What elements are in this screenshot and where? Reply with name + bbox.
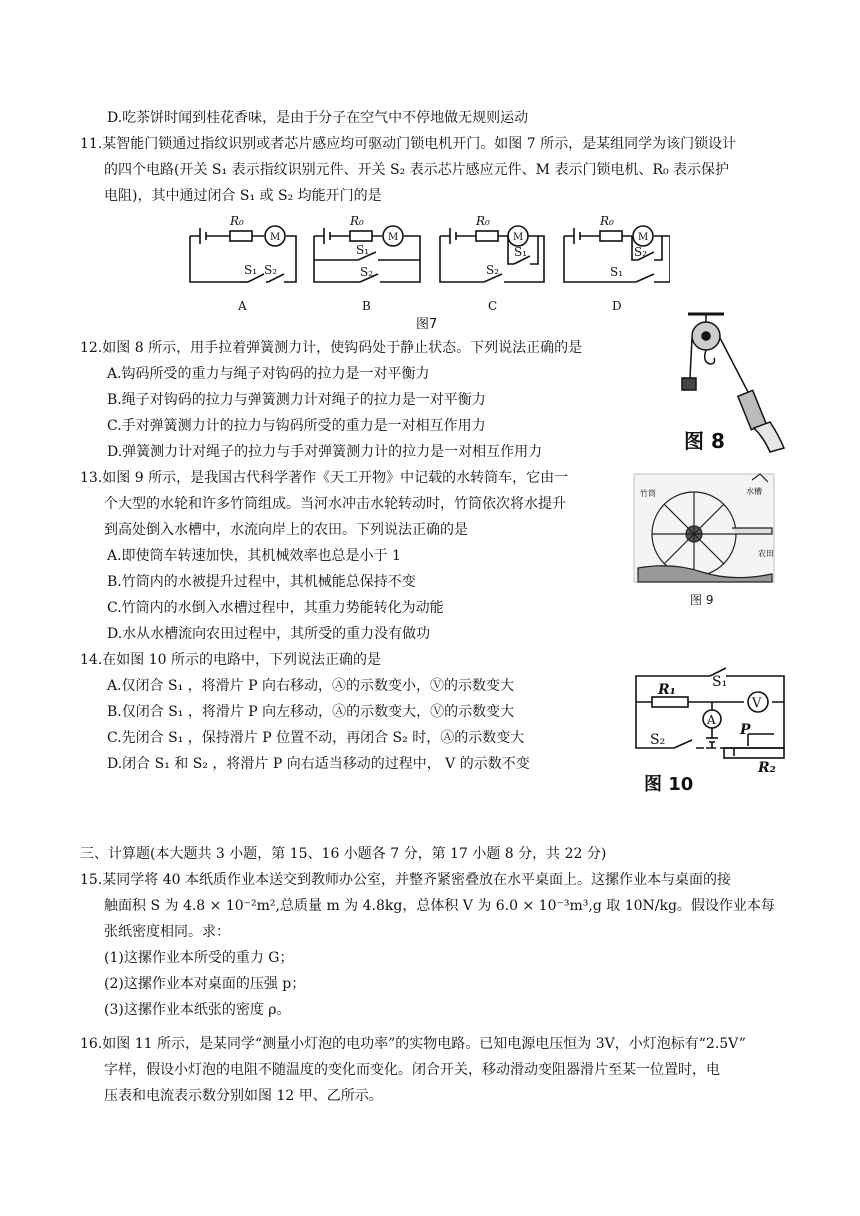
q14-option-d: D.闭合 S₁ 和 S₂ ，将滑片 P 向右适当移动的过程中， V 的示数不变 bbox=[107, 756, 530, 772]
q12-option-a: A.钩码所受的重力与绳子对钩码的拉力是一对平衡力 bbox=[107, 366, 430, 382]
fig7-option-b: B bbox=[362, 299, 371, 313]
fig7-d-s2: S₂ bbox=[634, 245, 648, 259]
q15-stem-3: 张纸密度相同。求： bbox=[104, 924, 230, 940]
q11-stem-1: 11.某智能门锁通过指纹识别或者芯片感应均可驱动门锁电机开门。如图 7 所示，是某组同学为该门锁设计 bbox=[80, 136, 737, 152]
fig7-c-s2: S₂ bbox=[486, 263, 500, 277]
q14-stem: 14.在如图 10 所示的电路中，下列说法正确的是 bbox=[80, 652, 381, 668]
q16-stem-1: 16.如图 11 所示，是某同学“测量小灯泡的电功率”的实物电路。已知电源电压恒为 3V，小灯泡标有“2.5V” bbox=[80, 1036, 746, 1052]
figure-10-circuit bbox=[630, 664, 800, 794]
fig7-option-c: C bbox=[488, 299, 498, 313]
q13-stem-1: 13.如图 9 所示，是我国古代科学著作《天工开物》中记载的水转筒车，它由一 bbox=[80, 470, 569, 486]
q13-option-b: B.竹筒内的水被提升过程中，其机械能总保持不变 bbox=[107, 574, 416, 590]
fig7-caption: 图7 bbox=[416, 317, 438, 332]
fig9-label-tube: 竹筒 bbox=[640, 489, 656, 498]
fig10-v: V bbox=[752, 696, 762, 711]
q13-stem-2: 个大型的水轮和许多竹筒组成。当河水冲击水轮转动时，竹筒依次将水提升 bbox=[104, 496, 566, 512]
fig7-c-m: M bbox=[513, 232, 524, 243]
fig9-caption: 图 9 bbox=[690, 593, 714, 607]
q12-stem: 12.如图 8 所示，用手拉着弹簧测力计，使钩码处于静止状态。下列说法正确的是 bbox=[80, 340, 583, 356]
fig9-label-trough: 水槽 bbox=[746, 487, 762, 496]
q15-part-2: (2)这摞作业本对桌面的压强 p； bbox=[104, 976, 306, 992]
figure-7-circuits bbox=[180, 208, 670, 336]
fig7-a-s1: S₁ bbox=[244, 263, 258, 277]
fig7-b-r0: R₀ bbox=[350, 214, 364, 228]
q15-stem-1: 15.某同学将 40 本纸质作业本送交到教师办公室，并整齐紧密叠放在水平桌面上。这摞作业本与桌面的接 bbox=[80, 872, 731, 888]
q13-option-c: C.竹筒内的水倒入水槽过程中，其重力势能转化为动能 bbox=[107, 600, 444, 616]
fig7-d-s1: S₁ bbox=[610, 265, 624, 279]
fig7-d-r0: R₀ bbox=[600, 214, 614, 228]
fig7-option-a: A bbox=[238, 299, 247, 313]
fig7-d-m: M bbox=[638, 232, 649, 243]
fig7-b-m: M bbox=[388, 232, 399, 243]
q12-option-b: B.绳子对钩码的拉力与弹簧测力计对绳子的拉力是一对平衡力 bbox=[107, 392, 486, 408]
fig7-b-s2: S₂ bbox=[360, 265, 374, 279]
q12-option-c: C.手对弹簧测力计的拉力与钩码所受的重力是一对相互作用力 bbox=[107, 418, 486, 434]
fig7-c-r0: R₀ bbox=[476, 214, 490, 228]
fig10-s2: S₂ bbox=[650, 732, 666, 748]
section-3-heading: 三、计算题(本大题共 3 小题，第 15、16 小题各 7 分，第 17 小题 8 分，共 22 分) bbox=[80, 846, 607, 862]
q16-stem-2: 字样，假设小灯泡的电阻不随温度的变化而变化。闭合开关，移动滑动变阻器滑片至某一位置时，电 bbox=[104, 1062, 720, 1078]
q11-stem-3: 电阻)，其中通过闭合 S₁ 或 S₂ 均能开门的是 bbox=[104, 188, 382, 204]
figure-9-waterwheel bbox=[632, 468, 782, 628]
fig10-p: P bbox=[740, 722, 751, 738]
q16-stem-3: 压表和电流表示数分别如图 12 甲、乙所示。 bbox=[104, 1088, 383, 1104]
q14-option-b: B.仅闭合 S₁ ，将滑片 P 向左移动，Ⓐ的示数变大，Ⓥ的示数变大 bbox=[107, 704, 515, 720]
fig10-s1: S₁ bbox=[712, 674, 728, 690]
q15-stem-2: 触面积 S 为 4.8 × 10⁻²m²,总质量 m 为 4.8kg，总体积 V 为 6.0 × 10⁻³m³,g 取 10N/kg。假设作业本每 bbox=[104, 898, 775, 914]
fig10-r1: R₁ bbox=[658, 682, 676, 698]
fig7-b-s1: S₁ bbox=[356, 243, 370, 257]
fig7-a-r0: R₀ bbox=[230, 214, 244, 228]
fig7-a-s2: S₂ bbox=[264, 263, 278, 277]
q15-part-3: (3)这摞作业本纸张的密度 ρ。 bbox=[104, 1002, 291, 1018]
fig10-a: A bbox=[707, 713, 716, 727]
q14-option-a: A.仅闭合 S₁ ，将滑片 P 向右移动，Ⓐ的示数变小，Ⓥ的示数变大 bbox=[107, 678, 514, 694]
q14-option-c: C.先闭合 S₁ ，保持滑片 P 位置不动，再闭合 S₂ 时，Ⓐ的示数变大 bbox=[107, 730, 525, 746]
q13-stem-3: 到高处倒入水槽中，水流向岸上的农田。下列说法正确的是 bbox=[104, 522, 468, 538]
fig9-label-field: 农田 bbox=[758, 549, 774, 558]
q13-option-d: D.水从水槽流向农田过程中，其所受的重力没有做功 bbox=[107, 626, 431, 642]
fig7-option-d: D bbox=[612, 299, 622, 313]
q11-stem-2: 的四个电路(开关 S₁ 表示指纹识别元件、开关 S₂ 表示芯片感应元件、M 表示门锁电机、R₀ 表示保护 bbox=[104, 162, 730, 178]
figure-8-pulley bbox=[652, 308, 792, 458]
q10-option-d: D.吃茶饼时闻到桂花香味，是由于分子在空气中不停地做无规则运动 bbox=[107, 110, 529, 126]
fig7-a-m: M bbox=[270, 232, 281, 243]
q15-part-1: (1)这摞作业本所受的重力 G； bbox=[104, 950, 294, 966]
fig10-r2: R₂ bbox=[758, 760, 776, 776]
fig10-caption: 图 10 bbox=[644, 774, 694, 794]
fig7-c-s1: S₁ bbox=[514, 245, 528, 259]
q13-option-a: A.即使筒车转速加快，其机械效率也总是小于 1 bbox=[107, 548, 401, 564]
fig8-caption: 图 8 bbox=[684, 429, 725, 453]
q12-option-d: D.弹簧测力计对绳子的拉力与手对弹簧测力计的拉力是一对相互作用力 bbox=[107, 444, 543, 460]
